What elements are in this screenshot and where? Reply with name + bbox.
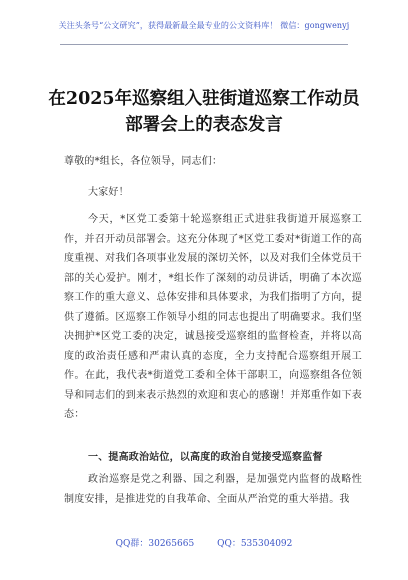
- paragraph-intro: 今天，*区党工委第十轮巡察组正式进驻我街道开展巡察工作，并召开动员部署会。这充分体现了*区党工委对*街道工作的高度重视、对我们各项事业发展的深切关怀，以及对我们全体党员干部的关心爱护。刚才，*组长作了深刻的动员讲话，明确了本次巡察工作的重大意义、总体安排和具体要求，为我们指明了方向，提供了遵循。区巡察工作领导小组的同志也提出了明确要求。我们坚决拥护*区党工委的决定，诚恳接受巡察组的监督检查，并将以高度的政治责任感和严肃认真的态度，全力支持配合巡察组开展工作。在此，我代表*街道党工委和全体干部职工，向巡察组各位领导和同志们的到来表示热烈的欢迎和衷心的感谢！并郑重作如下表态：: [64, 214, 362, 420]
- greeting: 大家好！: [88, 187, 129, 198]
- footer-qq-group: QQ群：30265665: [115, 539, 195, 549]
- salutation: 尊敬的*组长，各位领导，同志们：: [64, 156, 223, 167]
- header-note: 关注头条号“公文研究”，获得最新最全最专业的公文资料库！ 微信：gongwenyj: [58, 21, 350, 30]
- footer-qq: QQ：535304092: [217, 539, 293, 549]
- title-line-1: 在2025年巡察组入驻街道巡察工作动员: [48, 89, 360, 109]
- section-heading-1: 一、提高政治站位，以高度的政治自觉接受巡察监督: [88, 452, 323, 463]
- page-title: [0, 86, 408, 138]
- footer-contact: [0, 536, 408, 549]
- paragraph-section-1: 政治巡察是党之利器、国之利器，是加强党内监督的战略性制度安排，是推进党的自我革命、全面从严治党的重大举措。我: [64, 474, 362, 505]
- title-line-2: 部署会上的表态发言: [125, 115, 283, 135]
- header-divider: [60, 44, 348, 45]
